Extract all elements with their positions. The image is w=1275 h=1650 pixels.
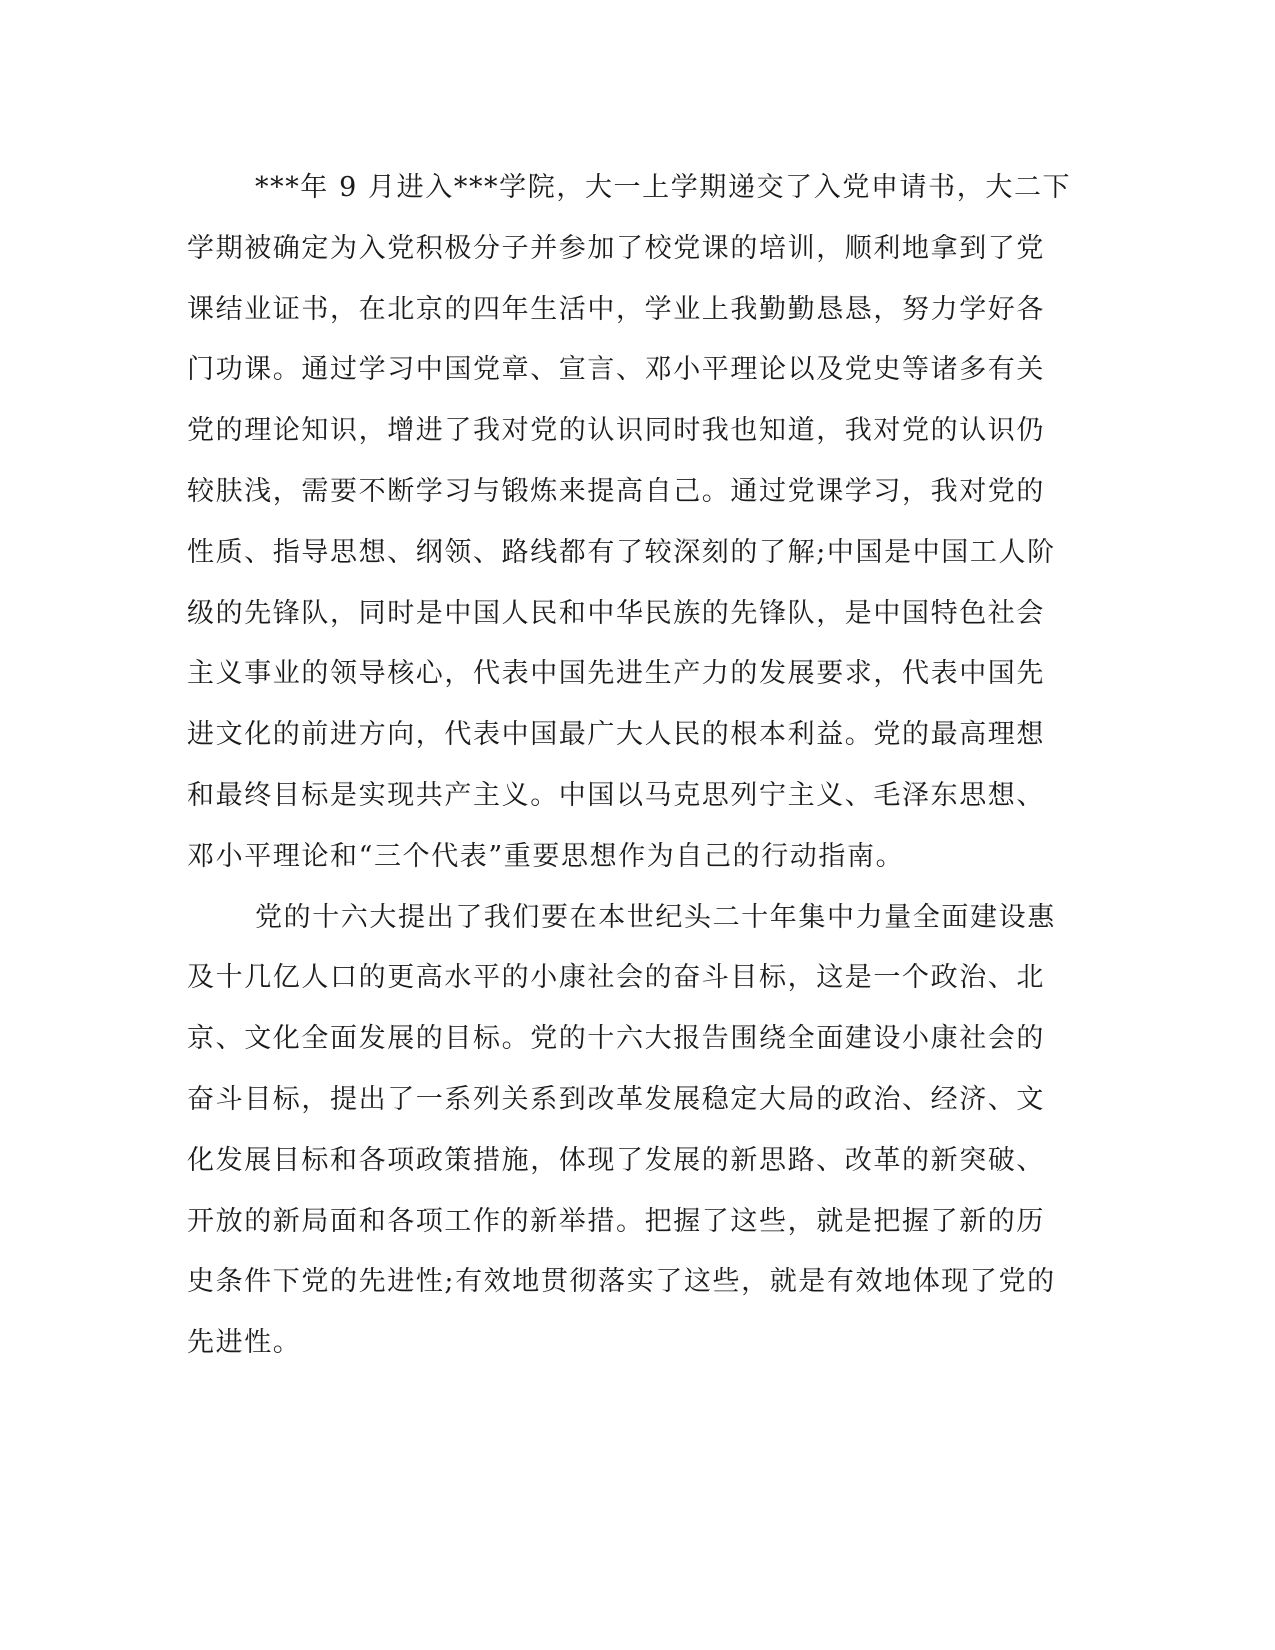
paragraph-line: 京、文化全面发展的目标。党的十六大报告围绕全面建设小康社会的 [187, 1023, 1045, 1055]
paragraph-line: 化发展目标和各项政策措施，体现了发展的新思路、改革的新突破、 [187, 1144, 1045, 1176]
document-body [187, 158, 1077, 1374]
paragraph-line: 奋斗目标，提出了一系列关系到改革发展稳定大局的政治、经济、文 [187, 1083, 1045, 1115]
paragraph-2 [187, 888, 1077, 1374]
paragraph-line: 门功课。通过学习中国党章、宣言、邓小平理论以及党史等诸多有关 [187, 354, 1045, 386]
paragraph-line: 较肤浅，需要不断学习与锻炼来提高自己。通过党课学习，我对党的 [187, 475, 1045, 507]
paragraph-line: 主义事业的领导核心，代表中国先进生产力的发展要求，代表中国先 [187, 658, 1045, 690]
paragraph-line: 先进性。 [187, 1327, 302, 1359]
paragraph-line: ***年 9 月进入***学院，大一上学期递交了入党申请书，大二下 [255, 172, 1072, 203]
paragraph-1 [187, 158, 1077, 888]
paragraph-line: 党的理论知识，增进了我对党的认识同时我也知道，我对党的认识仍 [187, 415, 1045, 447]
paragraph-line: 和最终目标是实现共产主义。中国以马克思列宁主义、毛泽东思想、 [187, 779, 1045, 811]
paragraph-line: 党的十六大提出了我们要在本世纪头二十年集中力量全面建设惠 [255, 901, 1056, 933]
paragraph-line: 进文化的前进方向，代表中国最广大人民的根本利益。党的最高理想 [187, 719, 1045, 751]
paragraph-line: 开放的新局面和各项工作的新举措。把握了这些，就是把握了新的历 [187, 1205, 1045, 1237]
paragraph-line: 学期被确定为入党积极分子并参加了校党课的培训，顺利地拿到了党 [187, 232, 1045, 264]
paragraph-line: 性质、指导思想、纲领、路线都有了较深刻的了解;中国是中国工人阶 [187, 536, 1056, 568]
paragraph-line: 课结业证书，在北京的四年生活中，学业上我勤勤恳恳，努力学好各 [187, 293, 1045, 325]
paragraph-line: 邓小平理论和“三个代表”重要思想作为自己的行动指南。 [187, 840, 905, 872]
paragraph-line: 级的先锋队，同时是中国人民和中华民族的先锋队，是中国特色社会 [187, 597, 1045, 629]
paragraph-line: 及十几亿人口的更高水平的小康社会的奋斗目标，这是一个政治、北 [187, 962, 1045, 994]
paragraph-line: 史条件下党的先进性;有效地贯彻落实了这些，就是有效地体现了党的 [187, 1266, 1056, 1298]
